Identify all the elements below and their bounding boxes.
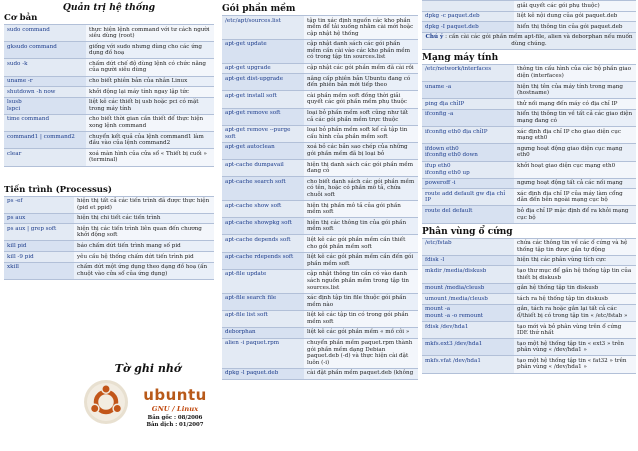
table-row xyxy=(222,91,418,108)
processes-heading: Tiến trình (Processus) xyxy=(4,184,112,195)
table-row xyxy=(422,82,636,99)
table-row xyxy=(4,76,214,87)
table-row xyxy=(422,294,636,305)
table-row xyxy=(4,25,214,42)
table-row xyxy=(222,125,418,142)
command-cell: ifdown eth0 ifconfig eth0 down xyxy=(422,144,514,161)
brand-subtitle: GNU / Linux xyxy=(151,405,199,413)
table-row xyxy=(422,339,636,356)
partitions-heading: Phân vùng ổ cứng xyxy=(422,226,513,237)
description-cell: cập nhật danh sách các gói phần mềm cần cài vào các kho phần mềm có trong tập tin sources.list xyxy=(304,39,418,63)
description-cell: loại bỏ phần mềm soft kể cả tập tin cấu hình của phần mềm soft xyxy=(304,125,418,142)
column-right xyxy=(422,0,636,374)
command-cell: uname -r xyxy=(4,76,86,87)
table-row xyxy=(422,304,636,321)
description-cell: thực hiện lệnh command với tư cách người siêu dùng (root) xyxy=(86,25,214,42)
table-row xyxy=(222,269,418,293)
command-cell: route add default gw địa chỉ IP xyxy=(422,189,514,206)
description-cell: nâng cấp phiên bản Ubuntu đang có đến phiên bản mới tiếp theo xyxy=(304,74,418,91)
partitions-table xyxy=(422,238,636,374)
table-row xyxy=(222,39,418,63)
table-row xyxy=(422,99,636,110)
description-cell: liệt kê các thiết bị usb hoặc pci có mặt trong máy tính xyxy=(86,97,214,114)
table-row xyxy=(422,189,636,206)
command-cell: apt-get dist-upgrade xyxy=(222,74,304,91)
description-cell: khởi hoạt giao diện cục mạng eth0 xyxy=(514,161,636,178)
command-cell: /etc/fstab xyxy=(422,238,514,255)
command-cell: ps aux xyxy=(4,213,74,224)
command-cell: apt-get update xyxy=(222,39,304,63)
command-cell: shutdown -h now xyxy=(4,87,86,98)
table-row xyxy=(222,310,418,327)
description-cell: cho biết thời gian cần thiết để thực hiện xong lệnh command xyxy=(86,114,214,131)
command-cell: apt-get remove soft xyxy=(222,108,304,125)
table-row xyxy=(422,178,636,189)
version-date: Bản gốc : 08/2006 xyxy=(147,415,203,421)
translation-date: Bản dịch : 01/2007 xyxy=(146,421,204,428)
command-cell: apt-file list soft xyxy=(222,310,304,327)
command-cell: kill -9 pid xyxy=(4,252,74,263)
description-cell: báo chấm dứt tiến trình mang số pid xyxy=(74,241,214,252)
command-cell: dpkg -c paquet.deb xyxy=(422,11,514,22)
table-row xyxy=(222,327,418,338)
table-row xyxy=(422,127,636,144)
description-cell: xác định địa chỉ IP cho giao diện cục mạng eth0 xyxy=(514,127,636,144)
command-cell: apt-cache show soft xyxy=(222,201,304,218)
description-cell: thử nối mạng đến máy có địa chỉ IP xyxy=(514,99,636,110)
description-cell: liệt kê các gói phần mềm cần đến gói phần mềm soft xyxy=(304,252,418,269)
table-row xyxy=(422,161,636,178)
command-cell: apt-file search file xyxy=(222,293,304,310)
table-row xyxy=(222,201,418,218)
description-cell: chuyển phần mềm paquet.rpm thành gói phần mềm dạng Debian paquet.deb (-d) và thực hiện cài đặt luôn (-i) xyxy=(304,338,418,368)
table-row xyxy=(4,87,214,98)
command-cell: clear xyxy=(4,149,86,166)
command-cell: apt-cache depends soft xyxy=(222,235,304,252)
description-cell: bỏ địa chỉ IP mặc định để ra khỏi mạng cục bộ xyxy=(514,206,636,223)
command-cell: uname -a xyxy=(422,82,514,99)
packages-table xyxy=(222,15,418,380)
command-cell: ps aux | grep soft xyxy=(4,224,74,241)
packages-heading: Gói phần mềm xyxy=(222,4,296,14)
command-cell: apt-get upgrade xyxy=(222,63,304,74)
command-cell: /etc/network/interfaces xyxy=(422,64,514,81)
description-cell: cho biết phiên bản của nhân Linux xyxy=(86,76,214,87)
table-row xyxy=(4,132,214,149)
table-row xyxy=(4,149,214,166)
description-cell: hiện thị các thông tin của gói phần mềm soft xyxy=(304,218,418,235)
command-cell: deborphan xyxy=(222,327,304,338)
table-row xyxy=(222,252,418,269)
description-cell: tập tin xác định nguồn các kho phần mềm để tải xuống nhằm cài mới hoặc cập nhật hệ thống xyxy=(304,16,418,40)
command-cell: apt-get autoclean xyxy=(222,142,304,159)
table-row xyxy=(422,356,636,373)
description-cell: yêu cầu hệ thống chấm dứt tiến trình pid xyxy=(74,252,214,263)
network-heading: Mạng máy tính xyxy=(422,52,499,63)
command-cell: time command xyxy=(4,114,86,131)
description-cell: hiện thị tên của máy tính trong mạng (hostname) xyxy=(514,82,636,99)
description-cell: giống với sudo nhưng dùng cho các ứng dụng đồ hoạ xyxy=(86,42,214,59)
command-cell: fdisk -l xyxy=(422,255,514,266)
description-cell: xác định địa chỉ IP của máy làm cổng dẫn đến bên ngoài mạng cục bộ xyxy=(514,189,636,206)
table-row xyxy=(4,97,214,114)
command-cell: ps -ef xyxy=(4,196,74,213)
description-cell: cập nhật các gói phần mềm đã cài rồi xyxy=(304,63,418,74)
command-cell: sudo -k xyxy=(4,59,86,76)
description-cell: liệt kê nội dung của gói paquet.deb xyxy=(514,11,636,22)
table-row xyxy=(422,206,636,223)
description-cell: tạo mới và bỏ phân vùng trên ổ cứng IDE thứ nhất xyxy=(514,322,636,339)
command-cell: apt-file update xyxy=(222,269,304,293)
command-cell: mkdir /media/diskusb xyxy=(422,266,514,283)
command-cell: kill pid xyxy=(4,241,74,252)
description-cell: hiện thị chi tiết các tiến trình xyxy=(74,213,214,224)
command-cell: ifconfig -a xyxy=(422,109,514,126)
table-row xyxy=(222,108,418,125)
command-cell: apt-cache dumpavail xyxy=(222,160,304,177)
network-table xyxy=(422,64,636,224)
table-row xyxy=(422,322,636,339)
table-row xyxy=(422,266,636,283)
table-row xyxy=(4,224,214,241)
table-row xyxy=(222,63,418,74)
brand-name: ubuntu xyxy=(143,386,207,404)
processes-table xyxy=(4,196,214,280)
table-row xyxy=(222,16,418,40)
table-row xyxy=(4,241,214,252)
command-cell: fdisk /dev/hda1 xyxy=(422,322,514,339)
description-cell: xoá bỏ các bản sao chép của những gói phần mềm đã bị loại bỏ xyxy=(304,142,418,159)
command-cell: /etc/apt/sources.list xyxy=(222,16,304,40)
description-cell: hiển thị thông tin về tất cả các giao diện mạng đang có xyxy=(514,109,636,126)
description-cell: xác định tập tin file thuộc gói phần mềm nào xyxy=(304,293,418,310)
description-cell: hiện thị tất cả các tiến trình đã được thực hiện (pid et ppid) xyxy=(74,196,214,213)
note-block xyxy=(422,33,636,50)
description-cell: hiện thị phần mô tả của gói phần mềm soft xyxy=(304,201,418,218)
table-row xyxy=(222,338,418,368)
command-cell: apt-cache search soft xyxy=(222,177,304,201)
command-cell: dpkg -I paquet.deb xyxy=(422,22,514,33)
command-cell: apt-get install soft xyxy=(222,91,304,108)
command-cell: alien -i paquet.rpm xyxy=(222,338,304,368)
description-cell: loại bỏ phần mềm soft cũng như tất cả các gói phần mềm trực thuộc xyxy=(304,108,418,125)
table-row xyxy=(422,144,636,161)
table-row xyxy=(222,177,418,201)
table-row xyxy=(222,218,418,235)
description-cell: liệt kê các gói phần mềm « mồ côi » xyxy=(304,327,418,338)
table-row xyxy=(222,368,418,379)
description-cell: chấm dứt chế độ dùng lệnh có chức năng của người siêu dùng xyxy=(86,59,214,76)
description-cell: xoá màn hình của cửa sổ « Thiết bị cuối » (terminal) xyxy=(86,149,214,166)
command-cell: dpkg -l paquet.deb xyxy=(222,368,304,379)
note-text: : cần cài các gói phần mềm apt-file, alien và deborphan nếu muốn dùng chúng. xyxy=(445,34,633,47)
reminder-title: Tờ ghi nhớ xyxy=(114,362,182,375)
description-cell: cài phần mềm soft đồng thời giải quyết các gói phần mềm phụ thuộc xyxy=(304,91,418,108)
command-cell: mkfs.vfat /dev/hda1 xyxy=(422,356,514,373)
description-cell: cho biết danh sách các gói phần mềm có tên, hoặc có phần mô tả, chứa chuỗi soft xyxy=(304,177,418,201)
description-cell: hiện thị các tiến trình liên quan đến chương khởi động soft xyxy=(74,224,214,241)
reminder-block xyxy=(78,362,218,375)
command-cell: apt-get remove --purge soft xyxy=(222,125,304,142)
description-cell: tách ra hệ thống tập tin diskusb xyxy=(514,294,636,305)
command-cell: poweroff -i xyxy=(422,178,514,189)
command-cell: ping địa chỉIP xyxy=(422,99,514,110)
command-cell: apt-cache showpkg soft xyxy=(222,218,304,235)
table-row xyxy=(4,252,214,263)
description-cell: thông tin cấu hình của các bộ phần giao diện (interfaces) xyxy=(514,64,636,81)
note-label: Chú ý xyxy=(425,34,444,41)
table-row xyxy=(422,64,636,81)
command-cell: sudo command xyxy=(4,25,86,42)
description-cell: hiện thị danh sách các gói phần mềm đang có xyxy=(304,160,418,177)
description-cell: ngưng hoạt động tất cả các nối mạng xyxy=(514,178,636,189)
table-row xyxy=(422,238,636,255)
description-cell: khởi động lại máy tính ngay lập tức xyxy=(86,87,214,98)
description-cell: chuyển kết quả của lệnh command1 làm đầu vào của lệnh command2 xyxy=(86,132,214,149)
description-cell: gắn hệ thống tập tin diskusb xyxy=(514,283,636,294)
description-cell: tạo thư mục để gắn hệ thống tập tin của thiết bị diskusb xyxy=(514,266,636,283)
table-row xyxy=(4,114,214,131)
table-row xyxy=(422,283,636,294)
command-cell: command1 | command2 xyxy=(4,132,86,149)
brand-block xyxy=(130,386,220,428)
table-row xyxy=(222,235,418,252)
description-cell: cài đặt phần mềm paquet.deb (không xyxy=(304,368,418,379)
description-cell: hiển thị thông tin của gói paquet.deb xyxy=(514,22,636,33)
table-row xyxy=(422,22,636,33)
dpkg-table xyxy=(422,0,636,33)
table-row xyxy=(4,42,214,59)
basics-heading: Cơ bản xyxy=(4,13,38,23)
description-cell: hiện thị các phân vùng tích cực xyxy=(514,255,636,266)
description-cell: chấm dứt một ứng dụng theo dạng đồ hoạ (ấn chuột vào cửa sổ của ứng dụng) xyxy=(74,262,214,279)
basics-table xyxy=(4,24,214,167)
command-cell: apt-cache rdepends soft xyxy=(222,252,304,269)
description-cell: giải quyết các gói phụ thuộc) xyxy=(514,1,636,12)
table-row xyxy=(222,160,418,177)
table-row xyxy=(4,196,214,213)
table-row xyxy=(422,255,636,266)
description-cell: tạo một hệ thống tập tin « ext3 » trên phân vùng « /dev/hda1 » xyxy=(514,339,636,356)
column-middle xyxy=(222,0,418,380)
ubuntu-logo-icon xyxy=(82,378,130,426)
column-left xyxy=(4,0,214,280)
command-cell: route del default xyxy=(422,206,514,223)
table-row xyxy=(222,293,418,310)
description-cell: liệt kê các tập tin có trong gói phần mềm soft xyxy=(304,310,418,327)
command-cell: mkfs.ext3 /dev/hda1 xyxy=(422,339,514,356)
description-cell: tạo một hệ thống tập tin « fat32 » trên phân vùng « /dev/hda1 » xyxy=(514,356,636,373)
system-title: Quản trị hệ thống xyxy=(62,2,156,13)
description-cell: cập nhật thông tin cần có vào danh sách nguồn phần mềm trong tập tin sources.list xyxy=(304,269,418,293)
command-cell: umount /media/cleusb xyxy=(422,294,514,305)
table-row xyxy=(4,213,214,224)
command-cell: lsusb lspci xyxy=(4,97,86,114)
table-row xyxy=(422,109,636,126)
description-cell: chứa các thông tin về các ổ cứng và hệ thống tập tin được gắn tự động xyxy=(514,238,636,255)
description-cell: gắn, tách ra hoặc gắn lại tất cả các ổ/thiết bị có trong tập tin « /etc/fstab » xyxy=(514,304,636,321)
description-cell: ngưng hoạt động giao diện cục mạng eth0 xyxy=(514,144,636,161)
table-row xyxy=(4,59,214,76)
command-cell xyxy=(422,1,514,12)
command-cell: ifup eth0 ifconfig eth0 up xyxy=(422,161,514,178)
table-row xyxy=(4,262,214,279)
table-row xyxy=(422,1,636,12)
command-cell: mount /media/cleusb xyxy=(422,283,514,294)
command-cell: xkill xyxy=(4,262,74,279)
description-cell: liệt kê các gói phần mềm cần thiết cho gói phần mềm soft xyxy=(304,235,418,252)
command-cell: mount -a mount -a -o remount xyxy=(422,304,514,321)
command-cell: ifconfig eth0 địa chỉIP xyxy=(422,127,514,144)
table-row xyxy=(222,74,418,91)
table-row xyxy=(222,142,418,159)
table-row xyxy=(422,11,636,22)
command-cell: gksudo command xyxy=(4,42,86,59)
